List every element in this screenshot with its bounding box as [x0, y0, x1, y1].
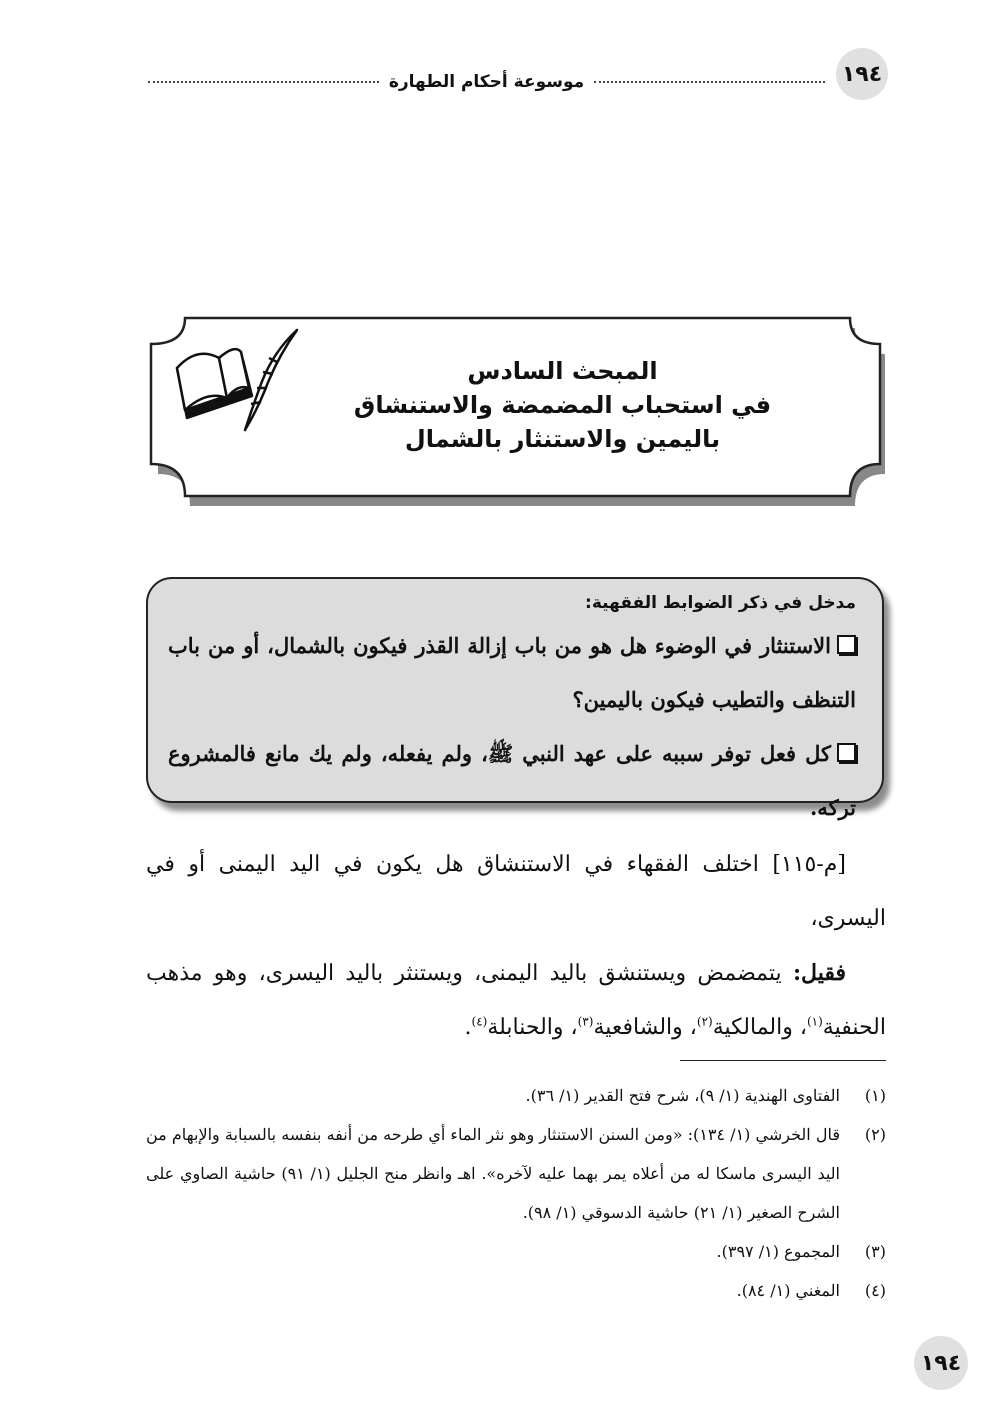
footnote — [146, 1115, 886, 1232]
checkbox-icon — [837, 743, 856, 762]
sentence-end: . — [464, 1015, 472, 1040]
rules-heading: مدخل في ذكر الضوابط الفقهية: — [585, 593, 856, 613]
chapter-title-frame — [145, 310, 890, 510]
rule-item — [168, 727, 856, 835]
footnote-text: قال الخرشي (١/ ١٣٤): «ومن السنن الاستنثار وهو نثر الماء أي طرحه من أنفه بنفسه بالسبابة والإبهام من اليد اليسرى ماسكا له من أعلاه يمر بهما عليه لآخره». اهـ وانظر منح الجليل (١/ ٩١) حاشية الصاوي على الشرح الصغير (١/ ٢١) حاشية الدسوقي (١/ ٩٨). — [146, 1125, 841, 1222]
footnote-ref[interactable]: (٢) — [696, 1014, 713, 1029]
keyword: فقيل: — [792, 960, 847, 986]
book-title: موسوعة أحكام الطهارة — [388, 72, 585, 92]
footnotes — [146, 1076, 886, 1310]
header-title-line — [148, 72, 825, 92]
body-paragraph: [م-١١٥] اختلف الفقهاء في الاستنشاق هل يكون في اليد اليمنى أو في اليسرى، — [146, 852, 886, 931]
rule-text: الاستنثار في الوضوء هل هو من باب إزالة القذر فيكون بالشمال، أو من باب التنظف والتطيب فيكون باليمين؟ — [168, 633, 856, 712]
footnote-text: المغني (١/ ٨٤). — [736, 1281, 840, 1300]
header-page-number: ١٩٤ — [836, 48, 888, 100]
body-text — [146, 838, 886, 1055]
footnote-text: الفتاوى الهندية (١/ ٩)، شرح فتح القدير (١/ ٣٦). — [525, 1086, 840, 1105]
footnote-number: (١) — [864, 1086, 886, 1105]
footnote-ref[interactable]: (١) — [806, 1014, 823, 1029]
footnote — [146, 1076, 886, 1115]
checkbox-icon — [837, 635, 856, 654]
footnote-ref[interactable]: (٣) — [577, 1014, 594, 1029]
madhab-hanbali: ، والحنابلة — [487, 1015, 578, 1040]
header-dots-left — [148, 81, 379, 83]
body-paragraph — [146, 946, 886, 1055]
chapter-title-line3: باليمين والاستنثار بالشمال — [404, 425, 721, 453]
footnote-number: (٢) — [864, 1125, 886, 1144]
rule-text: كل فعل توفر سببه على عهد النبي ﷺ، ولم يفعله، ولم يك مانع فالمشروع تركه. — [168, 741, 856, 820]
madhab-shafii: ، والشافعية — [593, 1015, 697, 1040]
paragraph-text: يتمضمض ويستنشق باليد اليمنى، ويستنثر باليد اليسرى، وهو مذهب — [146, 961, 782, 986]
footnote-text: المجموع (١/ ٣٩٧). — [716, 1242, 840, 1261]
footnote — [146, 1232, 886, 1271]
chapter-title — [255, 310, 870, 500]
footnote — [146, 1271, 886, 1310]
footnote-number: (٣) — [864, 1242, 886, 1261]
header-dots-right — [594, 81, 825, 83]
rule-item — [168, 619, 856, 727]
footnote-number: (٤) — [864, 1281, 886, 1300]
footnote-separator — [680, 1060, 886, 1061]
running-header — [140, 48, 890, 98]
footnote-ref[interactable]: (٤) — [471, 1014, 488, 1029]
madhab-hanafi: الحنفية — [822, 1015, 886, 1040]
jurisprudence-rules-box — [146, 577, 884, 820]
chapter-title-line1: المبحث السادس — [467, 357, 658, 385]
footer-page-number: ١٩٤ — [914, 1336, 968, 1390]
chapter-title-line2: في استحباب المضمضة والاستنشاق — [353, 391, 772, 419]
madhab-maliki: ، والمالكية — [712, 1015, 807, 1040]
